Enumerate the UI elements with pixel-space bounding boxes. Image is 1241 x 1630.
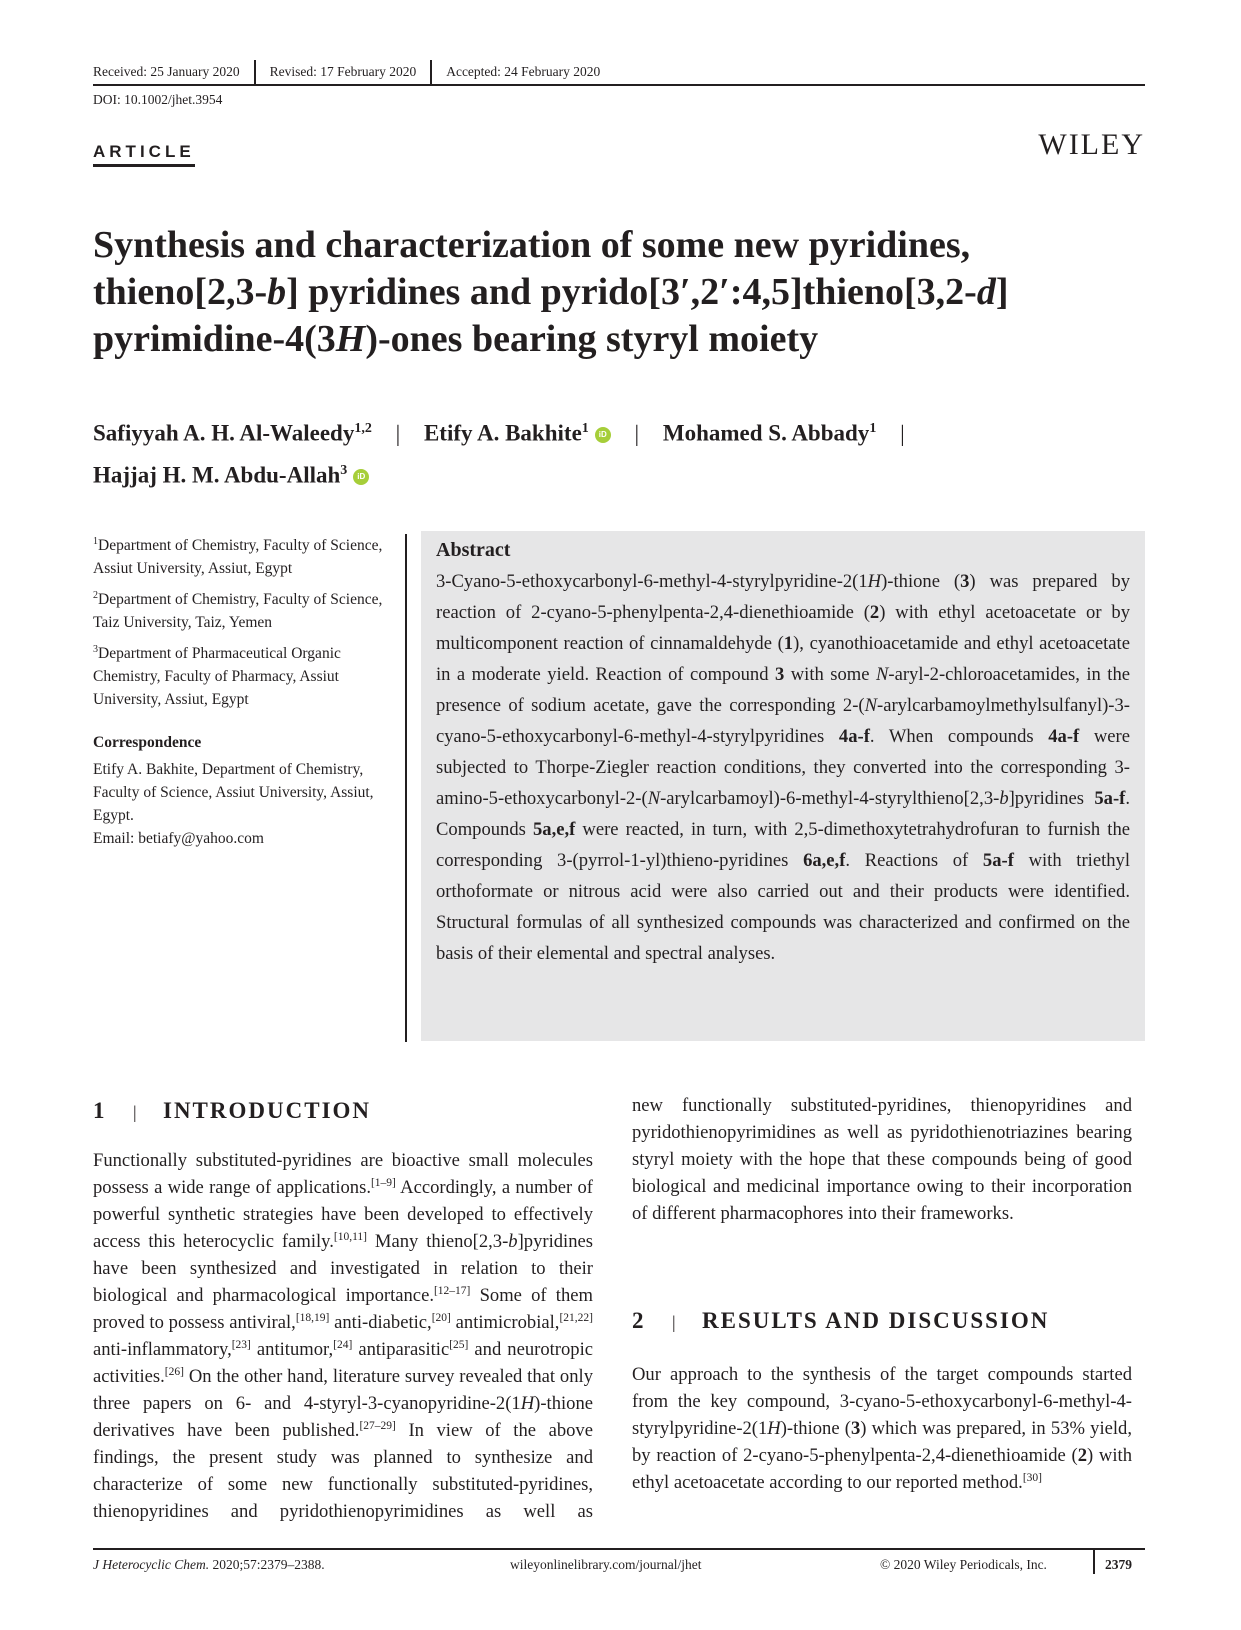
correspondence-text: Etify A. Bakhite, Department of Chemistry, Faculty of Science, Assiut University, Assiut, Egypt. Email: betiafy@yahoo.com: [93, 761, 374, 848]
correspondence-email[interactable]: Email: betiafy@yahoo.com: [93, 830, 264, 848]
footer-rule: [93, 1548, 1145, 1550]
author-name: Mohamed S. Abbady: [662, 420, 870, 446]
section-heading-results: 2 | RESULTS AND DISCUSSION: [632, 1308, 1050, 1333]
affiliations: [93, 530, 383, 850]
journal-url[interactable]: wileyonlinelibrary.com/journal/jhet: [510, 1557, 702, 1572]
author-name: Hajjaj H. M. Abdu-Allah: [93, 462, 341, 488]
journal-citation: J Heterocyclic Chem. 2020;57:2379–2388.: [93, 1557, 325, 1572]
revised-date: Revised: 17 February 2020: [269, 64, 417, 79]
publisher-logo: WILEY: [1038, 128, 1145, 161]
history-dates: [93, 60, 1145, 84]
copyright: © 2020 Wiley Periodicals, Inc.: [880, 1557, 1047, 1572]
divider: [405, 534, 407, 1042]
paper-title: Synthesis and characterization of some new pyridines, thieno[2,3-b] pyridines and pyrido[3′,2′:4,5]thieno[3,2-d] pyrimidine-4(3H)-ones bearing styryl moiety: [93, 224, 1009, 360]
orcid-icon[interactable]: iD: [595, 427, 611, 443]
abstract-box: [421, 531, 1145, 1041]
orcid-icon[interactable]: iD: [353, 469, 369, 485]
section-heading-introduction: 1 | INTRODUCTION: [93, 1098, 372, 1123]
introduction-text-left: Functionally substituted-pyridines are bioactive small molecules possess a wide range of applications.[1–9] Accordingly, a number of powerful synthetic strategies have been developed to effectively access this heterocyclic family.[10,11] Many thieno[2,3-b]pyridines have been synthesized and investigated in relation to their biological and pharmacological importance.[12–17] Some of them proved to possess antiviral,[18,19] anti-diabetic,[20] antimicrobial,[21,22] anti-inflammatory,[23] antitumor,[24] antiparasitic[25] and neurotropic activities.[26] On the other hand, literature survey revealed that only three papers on 6- and 4-styryl-3-cyanopyridine-2(1H)-thione derivatives have been published.[27–29] In view of the above findings, the present study was planned to synthesize and characterize of some new functionally substituted-pyridines, thienopyridines and pyridothienopyrimidines as well as: [93, 1150, 593, 1522]
affiliation: $^2$Department of Chemistry, Faculty of Science, Taiz University, Taiz, Yemen: [93, 590, 383, 632]
received-date: Received: 25 January 2020: [93, 64, 240, 79]
article-type-label: ARTICLE: [93, 142, 195, 167]
abstract-text: 3-Cyano-5-ethoxycarbonyl-6-methyl-4-styrylpyridine-2(1H)-thione (3) was prepared by reaction of 2-cyano-5-phenylpenta-2,4-dienethioamide (2) with ethyl acetoacetate or by multicomponent reaction of cinnamaldehyde (1), cyanothioacetamide and ethyl acetoacetate in a moderate yield. Reaction of compound 3 with some N-aryl-2-chloroacetamides, in the presence of sodium acetate, gave the corresponding 2-(N-arylcarbamoylmethylsulfanyl)-3-cyano-5-ethoxycarbonyl-6-methyl-4-styrylpyridines 4a-f. When compounds 4a-f were subjected to Thorpe-Ziegler reaction conditions, they converted into the corresponding 3-amino-5-ethoxycarbonyl-2-(N-arylcarbamoyl)-6-methyl-4-styrylthieno[2,3-b]pyridines 5a-f. Compounds 5a,e,f were reacted, in turn, with 2,5-dimethoxytetrahydrofuran to furnish the corresponding 3-(pyrrol-1-yl)thieno-pyridines 6a,e,f. Reactions of 5a-f with triethyl orthoformate or nitrous acid were also carried out and their products were identified. Structural formulas of all synthesized compounds was characterized and confirmed on the basis of their elemental and spectral analyses.: [436, 571, 1131, 964]
abstract-heading: Abstract: [436, 539, 511, 561]
author-name: Etify A. Bakhite: [423, 420, 582, 446]
page-number: 2379: [1105, 1557, 1132, 1572]
divider: [254, 60, 256, 84]
divider: [1093, 1550, 1095, 1574]
introduction-text-right: new functionally substituted-pyridines, thienopyridines and pyridothienopyrimidines as well as pyridothienotriazines bearing styryl moiety with the hope that these compounds being of good biological and medicinal importance owing to their incorporation of different pharmacophores into their frameworks.: [632, 1095, 1132, 1224]
author-name: Safiyyah A. H. Al-Waleedy: [93, 420, 355, 446]
divider: [430, 60, 432, 84]
affiliation: $^1$Department of Chemistry, Faculty of Science, Assiut University, Assiut, Egypt: [93, 536, 383, 578]
affiliation: $^3$Department of Pharmaceutical Organic Chemistry, Faculty of Pharmacy, Assiut University, Assiut, Egypt: [93, 644, 341, 709]
header-rule: [93, 84, 1145, 86]
accepted-date: Accepted: 24 February 2020: [446, 64, 601, 79]
doi[interactable]: DOI: 10.1002/jhet.3954: [93, 92, 223, 107]
correspondence-heading: Correspondence: [93, 734, 202, 752]
author-list: Safiyyah A. H. Al-Waleedy$^{1,2}$ | Etify A. Bakhite$^1$ iD | Mohamed S. Abbady$^1$ | Hajjaj H. M. Abdu-Allah$^3$ iD: [93, 420, 905, 488]
results-text: Our approach to the synthesis of the target compounds started from the key compound, 3-cyano-5-ethoxycarbonyl-6-methyl-4-styrylpyridine-2(1H)-thione (3) which was prepared, in 53% yield, by reaction of 2-cyano-5-phenylpenta-2,4-dienethioamide (2) with ethyl acetoacetate according to our reported method.[30]: [632, 1364, 1133, 1493]
